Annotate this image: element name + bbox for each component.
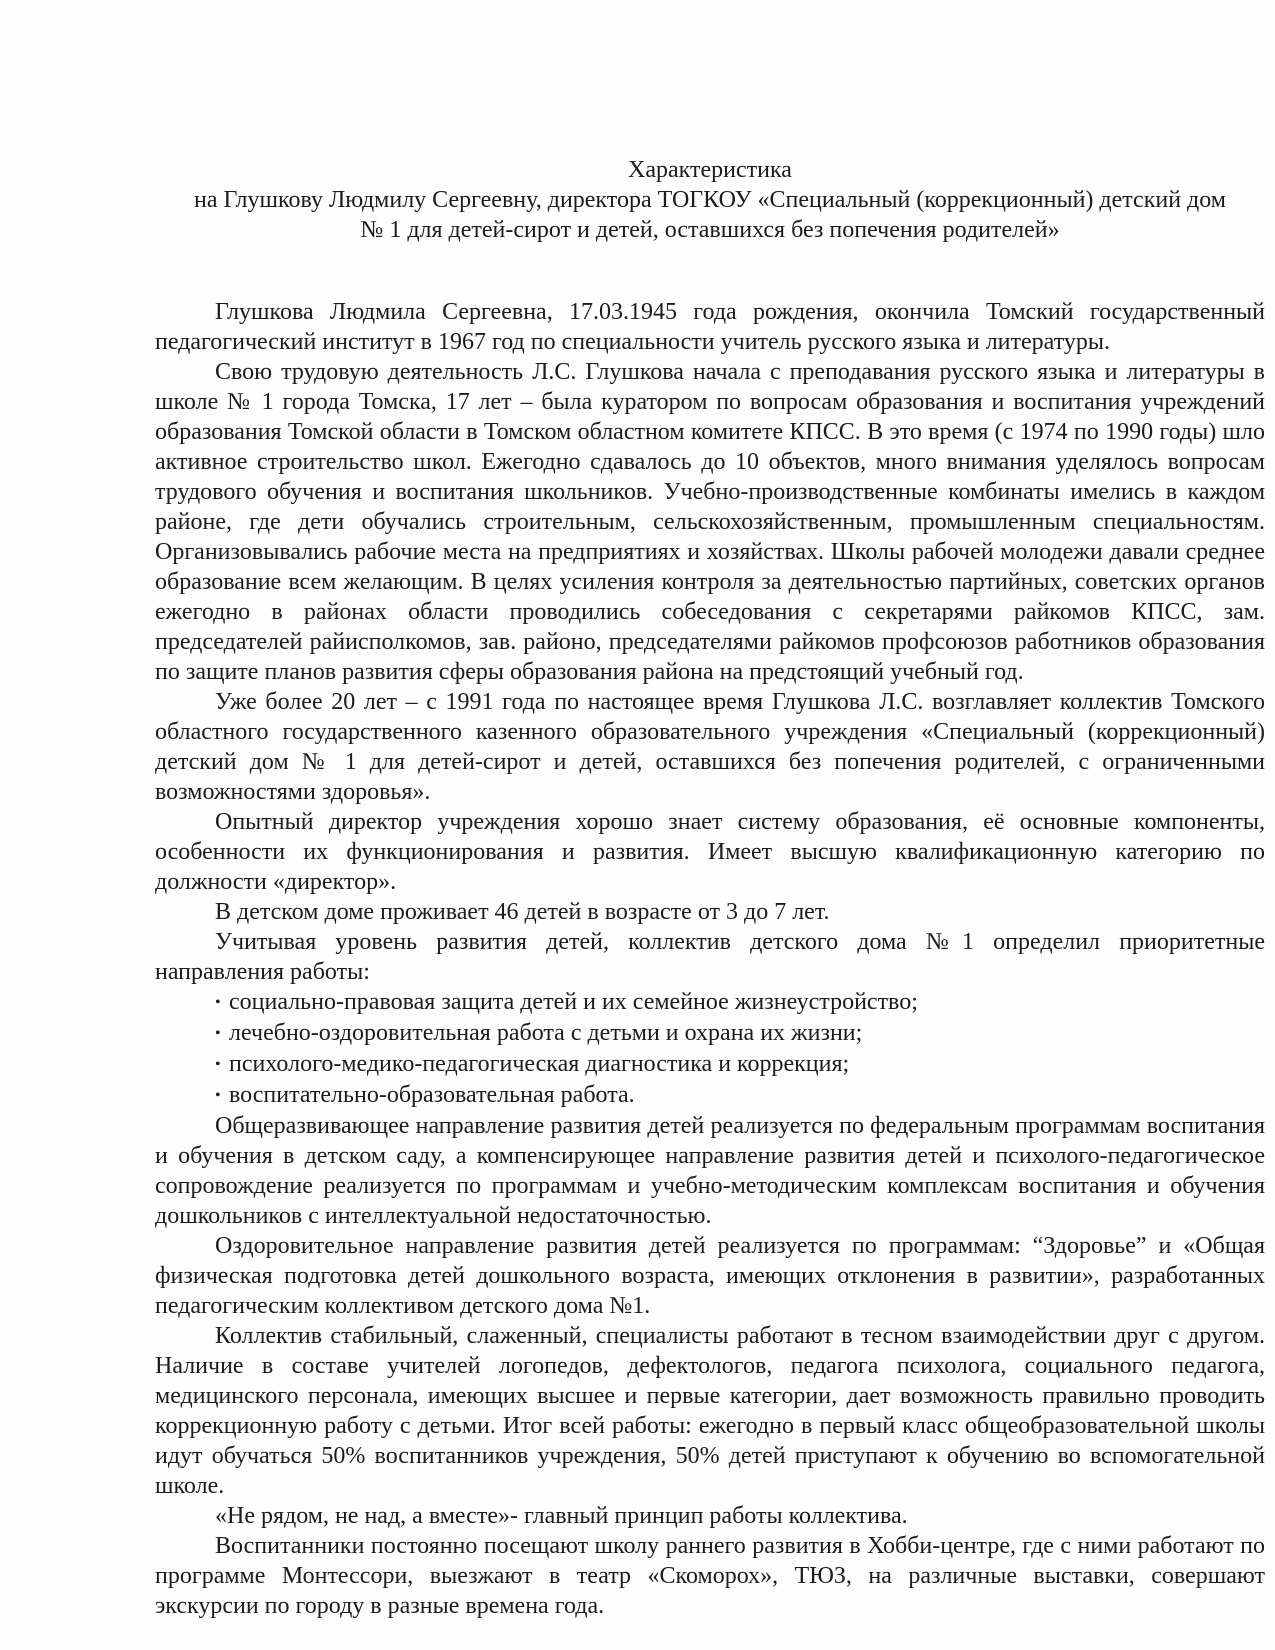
paragraph-qualification: Опытный директор учреждения хорошо знает систему образования, её основные компоненты, особенности их функционирования и развития. Имеет высшую квалификационную категорию по должности «директор». <box>155 809 1265 895</box>
priority-item <box>215 1018 1265 1049</box>
priority-item-text: воспитательно-образовательная работа. <box>229 1082 635 1108</box>
paragraph-staff: Коллектив стабильный, слаженный, специалисты работают в тесном взаимодействии друг с другом. Наличие в составе учителей логопедов, дефектологов, педагога психолога, социального педагога, медицинского персонала, имеющих высшее и первые категории, дает возможность правильно проводить коррекционную работу с детьми. Итог всей работы: ежегодно в первый класс общеобразовательной школы идут обучаться 50% воспитанников учреждения, 50% детей приступают к обучению во вспомогательной школе. <box>155 1323 1265 1499</box>
paragraph-children-count: В детском доме проживает 46 детей в возрасте от 3 до 7 лет. <box>215 899 830 925</box>
priority-item <box>215 987 1265 1018</box>
paragraph-general-direction: Общеразвивающее направление развития детей реализуется по федеральным программам воспитания и обучения в детском саду, а компенсирующее направление развития детей и психолого-педагогическое сопровождение реализуется по программам и учебно-методическим комплексам воспитания и обучения дошкольников с интеллектуальной недостаточностью. <box>155 1113 1265 1229</box>
paragraph-leadership: Уже более 20 лет – с 1991 года по настоящее время Глушкова Л.С. возглавляет коллектив Томского областного государственного казенного образовательного учреждения «Специальный (коррекционный) детский дом № 1 для детей-сирот и детей, оставшихся без попечения родителей, с ограниченными возможностями здоровья». <box>155 689 1265 805</box>
priority-item-text: психолого-медико-педагогическая диагностика и коррекция; <box>229 1051 850 1077</box>
document-body <box>155 297 1265 1621</box>
document-header <box>150 155 1270 245</box>
bullet-icon: • <box>215 1087 221 1104</box>
priorities-list <box>155 987 1265 1111</box>
paragraph-health-direction: Оздоровительное направление развития детей реализуется по программам: “Здоровье” и «Общая физическая подготовка детей дошкольного возраста, имеющих отклонения в развитии», разработанных педагогическим коллективом детского дома №1. <box>155 1233 1265 1319</box>
bullet-icon: • <box>215 1056 221 1073</box>
priority-item <box>215 1049 1265 1080</box>
paragraph-biography: Глушкова Людмила Сергеевна, 17.03.1945 года рождения, окончила Томский государственный педагогический институт в 1967 год по специальности учитель русского языка и литературы. <box>155 299 1265 355</box>
document-title: Характеристика <box>628 157 792 183</box>
paragraph-activities: Воспитанники постоянно посещают школу раннего развития в Хобби-центре, где с ними работают по программе Монтессори, выезжают в театр «Скоморох», ТЮЗ, на различные выставки, совершают экскурсии по городу в разные времена года. <box>155 1533 1265 1619</box>
priority-item-text: лечебно-оздоровительная работа с детьми и охрана их жизни; <box>229 1020 863 1046</box>
paragraph-priorities-intro: Учитывая уровень развития детей, коллектив детского дома №1 определил приоритетные направления работы: <box>155 929 1265 985</box>
bullet-icon: • <box>215 994 221 1011</box>
priority-item-text: социально-правовая защита детей и их семейное жизнеустройство; <box>229 989 918 1015</box>
document-subtitle-line1: на Глушкову Людмилу Сергеевну, директора ТОГКОУ «Специальный (коррекционный) детский дом <box>193 187 1226 213</box>
paragraph-motto: «Не рядом, не над, а вместе»- главный принцип работы коллектива. <box>215 1503 908 1529</box>
paragraph-career: Свою трудовую деятельность Л.С. Глушкова начала с преподавания русского языка и литературы в школе № 1 города Томска, 17 лет – была куратором по вопросам образования и воспитания учреждений образования Томской области в Томском областном комитете КПСС. В это время (с 1974 по 1990 годы) шло активное строительство школ. Ежегодно сдавалось до 10 объектов, много внимания уделялось вопросам трудового обучения и воспитания школьников. Учебно-производственные комбинаты имелись в каждом районе, где дети обучались строительным, сельскохозяйственным, промышленным специальностям. Организовывались рабочие места на предприятиях и хозяйствах. Школы рабочей молодежи давали среднее образование всем желающим. В целях усиления контроля за деятельностью партийных, советских органов ежегодно в районах области проводились собеседования с секретарями райкомов КПСС, зам. председателей райисполкомов, зав. районо, председателями райкомов профсоюзов работников образования по защите планов развития сферы образования района на предстоящий учебный год. <box>155 359 1265 685</box>
priority-item <box>215 1080 1265 1111</box>
document-subtitle-line2: № 1 для детей-сирот и детей, оставшихся без попечения родителей» <box>360 217 1060 243</box>
bullet-icon: • <box>215 1025 221 1042</box>
